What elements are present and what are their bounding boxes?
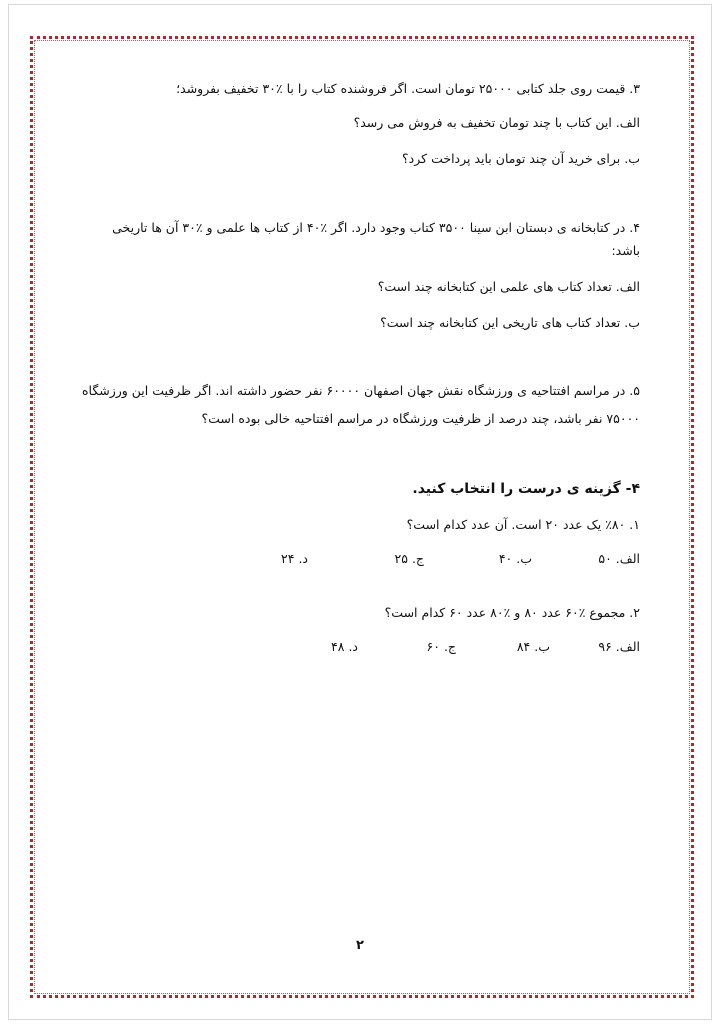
mc2-option-a: الف. ۹۶ xyxy=(598,639,640,654)
mc1-option-b: ب. ۴۰ xyxy=(498,551,532,566)
mc-question-2-text: ۲. مجموع ٪۶۰ عدد ۸۰ و ٪۸۰ عدد ۶۰ کدام است؟ xyxy=(384,605,640,620)
question-5-text-line2: ۷۵۰۰۰ نفر باشد، چند درصد از ظرفیت ورزشگاه در مراسم افتتاحیه خالی بوده است؟ xyxy=(201,411,640,426)
question-4-text-line2: باشد: xyxy=(611,243,640,258)
mc2-option-b: ب. ۸۴ xyxy=(516,639,550,654)
question-4-text-line1: ۴. در کتابخانه ی دبستان ابن سینا ۳۵۰۰ کتاب وجود دارد. اگر ٪۴۰ از کتاب ها علمی و ٪۳۰ آن ها تاریخی xyxy=(112,220,640,235)
question-3-text: ۳. قیمت روی جلد کتابی ۲۵۰۰۰ تومان است. اگر فروشنده کتاب را با ٪۳۰ تخفیف بفروشد؛ xyxy=(176,81,640,96)
question-4-part-b: ب. تعداد کتاب های تاریخی این کتابخانه چند است؟ xyxy=(380,315,640,330)
mc-question-1-text: ۱. ٪۸۰ یک عدد ۲۰ است. آن عدد کدام است؟ xyxy=(406,517,640,532)
mc1-option-d: د. ۲۴ xyxy=(281,551,308,566)
question-3-part-a: الف. این کتاب با چند تومان تخفیف به فروش می رسد؟ xyxy=(353,115,640,130)
question-3-part-b: ب. برای خرید آن چند تومان باید پرداخت کرد؟ xyxy=(402,151,640,166)
mc2-option-c: ج. ۶۰ xyxy=(426,639,456,654)
mc2-option-d: د. ۴۸ xyxy=(331,639,358,654)
question-5-text-line1: ۵. در مراسم افتتاحیه ی ورزشگاه نقش جهان اصفهان ۶۰۰۰۰ نفر حضور داشته اند. اگر ظرفیت این ورزشگاه xyxy=(81,383,640,398)
mc1-option-a: الف. ۵۰ xyxy=(598,551,640,566)
page-number: ۲ xyxy=(356,938,364,953)
section-4-heading: ۴- گزینه ی درست را انتخاب کنید. xyxy=(412,481,640,497)
mc1-option-c: ج. ۲۵ xyxy=(394,551,424,566)
question-4-part-a: الف. تعداد کتاب های علمی این کتابخانه چند است؟ xyxy=(377,279,640,294)
